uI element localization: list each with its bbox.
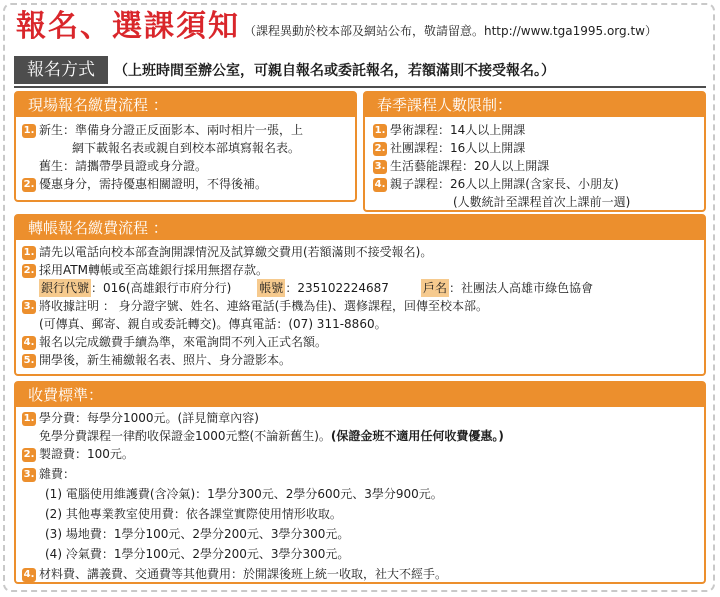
onsite-item-1-text: 新生：準備身分證正反面影本、兩吋相片一張，上	[39, 123, 304, 137]
misc-fee-1: (1) 電腦使用維護費(含冷氣)：1學分300元、2學分600元、3學分900元。	[45, 487, 443, 501]
account-label: 帳號	[259, 281, 284, 295]
onsite-item-2	[22, 175, 267, 193]
fee-item-3-text: 雜費：	[39, 467, 76, 481]
page-subtitle-note: （課程異動於校本部及網站公布，敬請留意。http://www.tga1995.org.tw）	[244, 24, 657, 38]
fee-item-3	[22, 465, 75, 483]
limit-item-number: 3.	[374, 161, 386, 172]
fee-item-4-text: 材料費、講義費、交通費等其他費用：於開課後班上統一收取，社大不經手。	[39, 567, 448, 581]
onsite-item-2-text: 優惠身分，需持優惠相關證明，不得後補。	[39, 177, 268, 191]
bank-info-line	[39, 279, 593, 297]
bank-code-label: 銀行代號	[41, 281, 90, 295]
onsite-item-1	[22, 121, 303, 139]
limit-item	[373, 139, 525, 157]
misc-fee-3: (3) 場地費：1學分100元、2學分200元、3學分300元。	[45, 527, 350, 541]
transfer-item-3	[22, 297, 488, 315]
limit-item-text: 學術課程：14人以上開課	[390, 123, 526, 137]
limit-item-text: 生活藝能課程：20人以上開課	[390, 159, 550, 173]
fee-item-4	[22, 565, 447, 583]
onsite-item-1-number: 1.	[23, 125, 35, 136]
transfer-item-2-number: 2.	[23, 265, 35, 276]
transfer-item-4	[22, 333, 327, 351]
account-name-value: ：社團法人高雄市綠色協會	[448, 281, 593, 295]
onsite-section	[14, 91, 357, 202]
misc-fee-2: (2) 其他專業教室使用費：依各課堂實際使用情形收取。	[45, 507, 342, 521]
fee-item-1-text: 學分費：每學分1000元。(詳見簡章內容)	[39, 411, 259, 425]
onsite-item-2-number: 2.	[23, 179, 35, 190]
fees-section	[14, 381, 706, 584]
account-name-label: 戶名	[422, 281, 447, 295]
onsite-item-1-returning: 舊生：請攜帶學員證或身分證。	[39, 159, 208, 173]
transfer-item-5-text: 開學後，新生補繳報名表、照片、身分證影本。	[39, 353, 292, 367]
transfer-item-5-number: 5.	[23, 355, 35, 366]
fee-item-2	[22, 445, 134, 463]
fee-item-1-number: 1.	[23, 413, 35, 424]
fee-item-3-number: 3.	[23, 469, 35, 480]
fees-section-title: 收費標準：	[16, 383, 704, 407]
transfer-item-4-text: 報名以完成繳費手續為準，來電詢問不列入正式名額。	[39, 335, 328, 349]
deposit-note: 免學分費課程一律酌收保證金1000元整(不論新舊生)。	[39, 429, 331, 443]
limit-item-number: 4.	[374, 179, 386, 190]
transfer-item-1-number: 1.	[23, 247, 35, 258]
limit-item	[373, 157, 549, 175]
transfer-item-3-sub: (可傳真、郵寄、親自或委託轉交)。傳真電話：(07) 311-8860。	[39, 317, 387, 331]
transfer-item-1	[22, 243, 432, 261]
limits-section	[363, 91, 706, 212]
limits-section-title: 春季課程人數限制：	[365, 93, 704, 117]
transfer-item-1-text: 請先以電話向校本部查詢開課情況及試算繳交費用(若額滿則不接受報名)。	[39, 245, 433, 259]
onsite-item-1-continued: 網下載報名表或親自到校本部填寫報名表。	[72, 141, 301, 155]
divider	[14, 86, 706, 88]
misc-fee-4: (4) 冷氣費：1學分100元、2學分200元、3學分300元。	[45, 547, 350, 561]
transfer-item-5	[22, 351, 291, 369]
limit-item	[373, 121, 525, 139]
transfer-section-title: 轉帳報名繳費流程 ：	[16, 216, 704, 240]
registration-mode-text: （上班時間至辦公室，可親自報名或委託報名，若額滿則不接受報名。）	[114, 63, 555, 79]
bank-code-value: ：016(高雄銀行市府分行)	[91, 281, 232, 295]
deposit-warning: (保證金班不適用任何收費優惠。)	[330, 429, 504, 443]
fee-item-2-text: 製證費：100元。	[39, 447, 134, 461]
fee-item-1-sub	[39, 427, 504, 445]
limit-item-text: 親子課程：26人以上開課(含家長、小朋友)	[390, 177, 619, 191]
fee-item-4-number: 4.	[23, 569, 35, 580]
limit-item-number: 1.	[374, 125, 386, 136]
onsite-section-title: 現場報名繳費流程 ：	[16, 93, 355, 117]
page-title: 報名、選課須知	[16, 9, 240, 44]
transfer-item-2-text: 採用ATM轉帳或至高雄銀行採用無摺存款。	[39, 263, 268, 277]
account-value: ：235102224687	[285, 281, 389, 295]
limit-item	[373, 175, 619, 193]
transfer-item-3-number: 3.	[23, 301, 35, 312]
transfer-item-4-number: 4.	[23, 337, 35, 348]
limit-item-text: 社團課程：16人以上開課	[390, 141, 526, 155]
registration-mode-label: 報名方式	[14, 56, 108, 84]
fee-item-1	[22, 409, 259, 427]
fee-item-2-number: 2.	[23, 449, 35, 460]
transfer-item-2	[22, 261, 268, 279]
transfer-section	[14, 214, 706, 376]
limits-note: (人數統計至課程首次上課前一週)	[453, 195, 631, 209]
transfer-item-3-text: 將收據註明 ： 身分證字號、姓名、連絡電話(手機為佳)、選修課程，回傳至校本部。	[39, 299, 488, 313]
limit-item-number: 2.	[374, 143, 386, 154]
